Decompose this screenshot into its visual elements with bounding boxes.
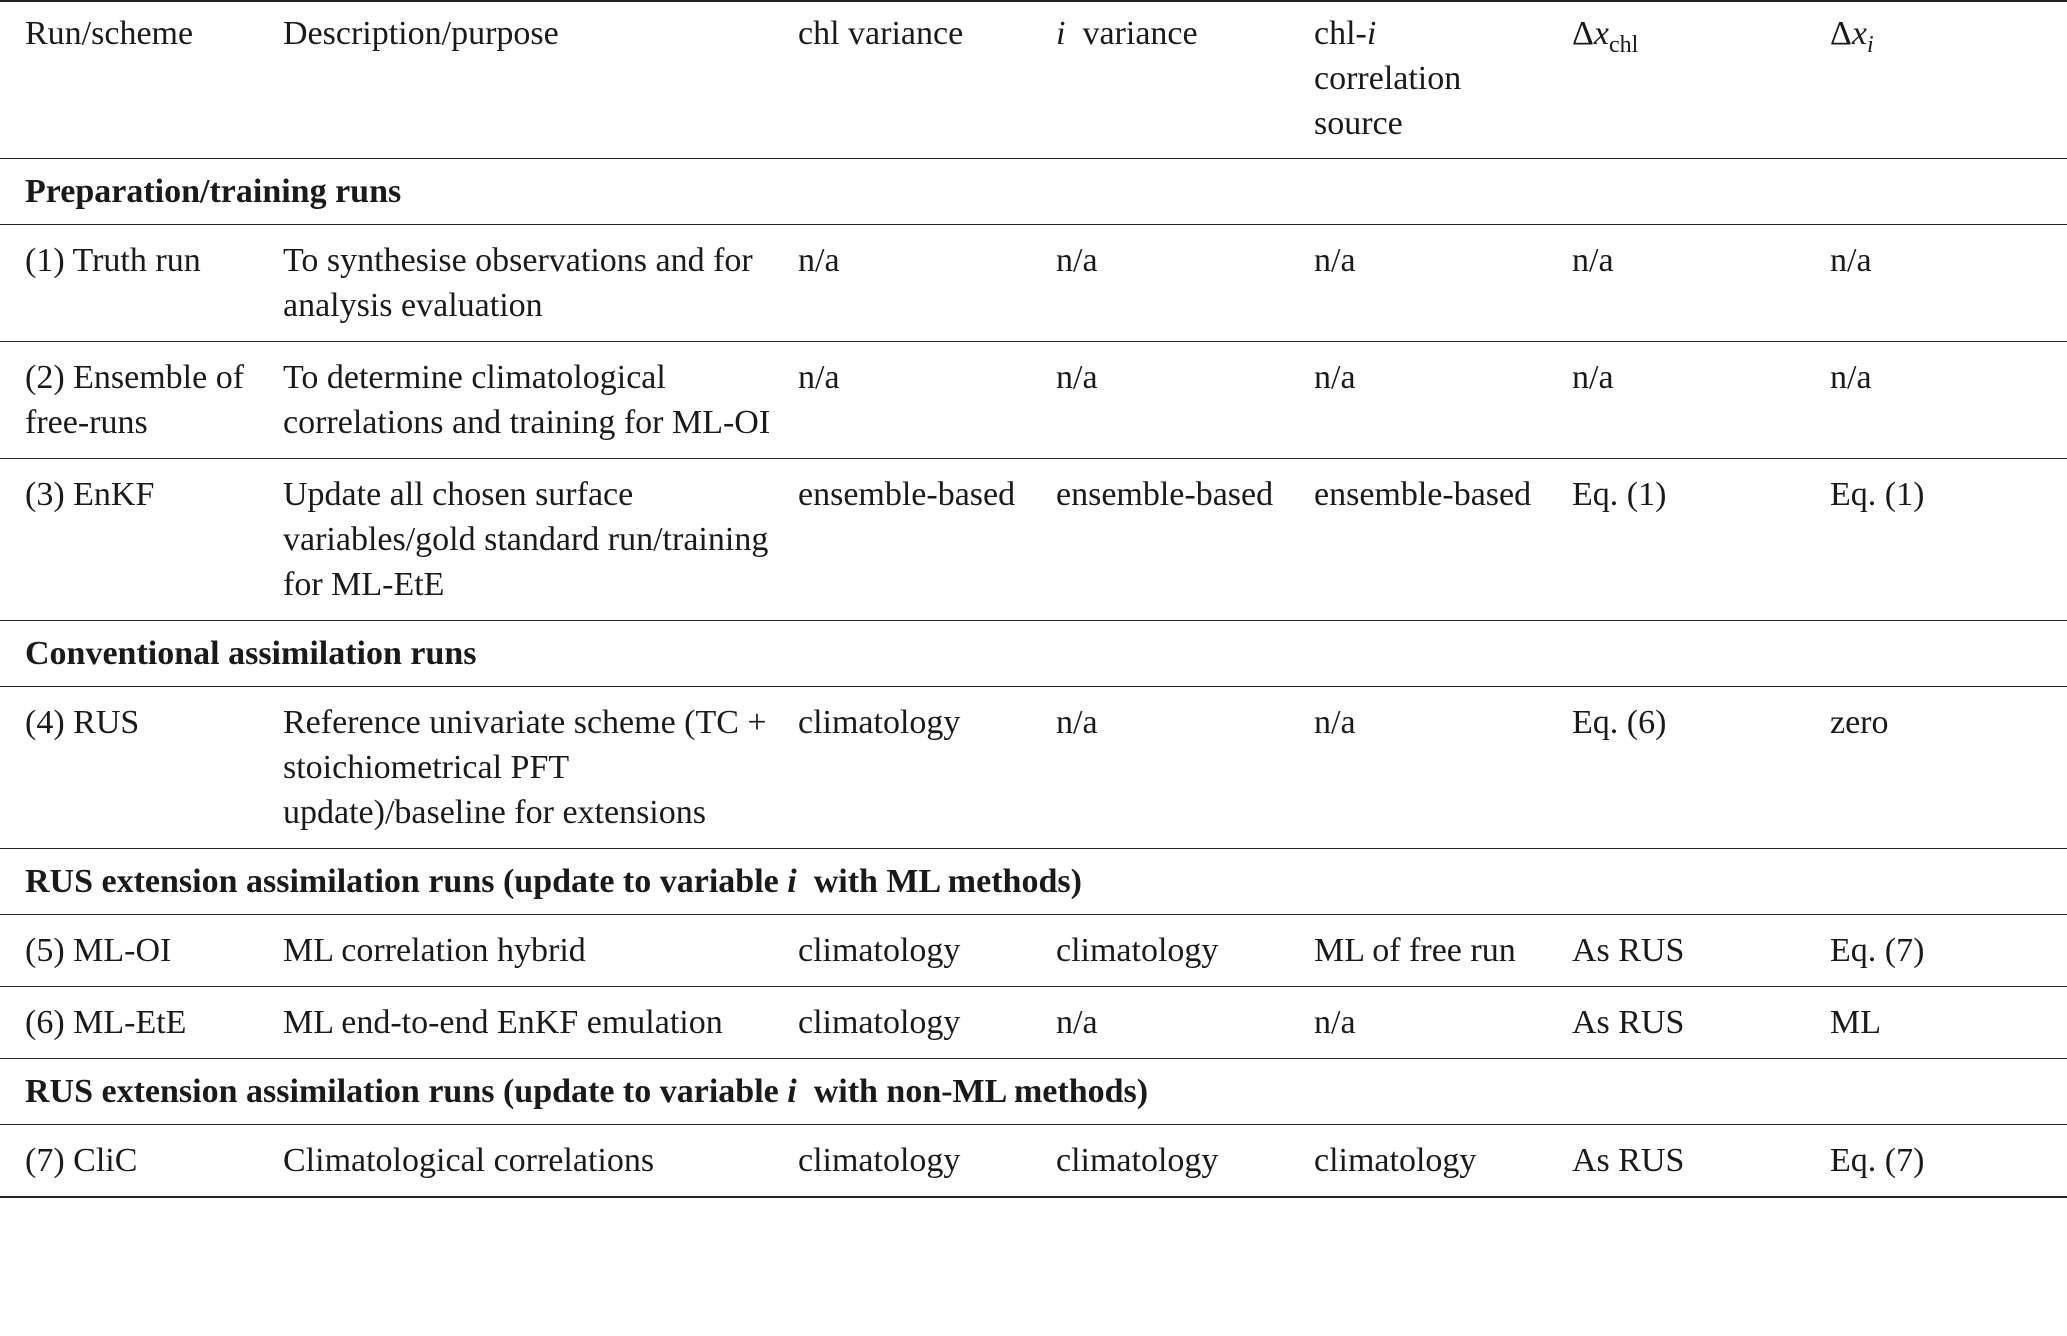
- cell-chl-variance: climatology: [798, 687, 1056, 849]
- table-row: [0, 459, 2067, 621]
- section-title: Conventional assimilation runs: [0, 621, 2067, 687]
- cell-chl-variance: n/a: [798, 342, 1056, 459]
- cell-delta-x-chl: As RUS: [1572, 915, 1830, 987]
- cell-chl-variance: climatology: [798, 1125, 1056, 1198]
- cell-i-variance: n/a: [1056, 342, 1314, 459]
- cell-i-variance: n/a: [1056, 225, 1314, 342]
- cell-run: (6) ML-EtE: [0, 987, 283, 1059]
- cell-description: To determine climatological correlations and training for ML-OI: [283, 342, 798, 459]
- section-title: RUS extension assimilation runs (update to variable i with ML methods): [0, 849, 2067, 915]
- cell-description: ML end-to-end EnKF emulation: [283, 987, 798, 1059]
- cell-delta-x-chl: As RUS: [1572, 1125, 1830, 1198]
- header-delta-x-i: $\Delta x_i$: [1830, 1, 2067, 159]
- cell-chl-variance: climatology: [798, 987, 1056, 1059]
- cell-i-variance: n/a: [1056, 687, 1314, 849]
- table-row: [0, 687, 2067, 849]
- cell-delta-x-i: ML: [1830, 987, 2067, 1059]
- cell-i-variance: n/a: [1056, 987, 1314, 1059]
- cell-chl-variance: n/a: [798, 225, 1056, 342]
- cell-correlation-source: ML of free run: [1314, 915, 1572, 987]
- cell-run: (2) Ensemble of free-runs: [0, 342, 283, 459]
- cell-description: Reference univariate scheme (TC + stoichiometrical PFT update)/baseline for extensions: [283, 687, 798, 849]
- table-row: [0, 342, 2067, 459]
- cell-correlation-source: n/a: [1314, 225, 1572, 342]
- table-row: [0, 915, 2067, 987]
- cell-correlation-source: climatology: [1314, 1125, 1572, 1198]
- cell-correlation-source: n/a: [1314, 342, 1572, 459]
- cell-description: Update all chosen surface variables/gold standard run/training for ML-EtE: [283, 459, 798, 621]
- cell-delta-x-i: Eq. (1): [1830, 459, 2067, 621]
- cell-delta-x-chl: Eq. (1): [1572, 459, 1830, 621]
- cell-delta-x-i: Eq. (7): [1830, 1125, 2067, 1198]
- cell-correlation-source: n/a: [1314, 987, 1572, 1059]
- cell-run: (4) RUS: [0, 687, 283, 849]
- table-row: [0, 1125, 2067, 1198]
- cell-description: ML correlation hybrid: [283, 915, 798, 987]
- cell-i-variance: climatology: [1056, 1125, 1314, 1198]
- cell-run: (7) CliC: [0, 1125, 283, 1198]
- cell-delta-x-chl: Eq. (6): [1572, 687, 1830, 849]
- cell-run: (5) ML-OI: [0, 915, 283, 987]
- cell-chl-variance: climatology: [798, 915, 1056, 987]
- header-run: Run/scheme: [0, 1, 283, 159]
- header-description: Description/purpose: [283, 1, 798, 159]
- cell-delta-x-i: Eq. (7): [1830, 915, 2067, 987]
- section-header-preparation: [0, 159, 2067, 225]
- cell-description: Climatological correlations: [283, 1125, 798, 1198]
- cell-delta-x-i: zero: [1830, 687, 2067, 849]
- section-title: Preparation/training runs: [0, 159, 2067, 225]
- table-row: [0, 225, 2067, 342]
- header-chl-variance: chl variance: [798, 1, 1056, 159]
- header-delta-x-chl: $\Delta x_{chl}$: [1572, 1, 1830, 159]
- header-i-variance: i variance: [1056, 1, 1314, 159]
- cell-description: To synthesise observations and for analysis evaluation: [283, 225, 798, 342]
- cell-i-variance: climatology: [1056, 915, 1314, 987]
- section-header-rus-non-ml: [0, 1059, 2067, 1125]
- cell-run: (3) EnKF: [0, 459, 283, 621]
- table-header-row: [0, 1, 2067, 159]
- cell-delta-x-i: n/a: [1830, 225, 2067, 342]
- section-header-rus-ml: [0, 849, 2067, 915]
- cell-run: (1) Truth run: [0, 225, 283, 342]
- cell-correlation-source: ensemble-based: [1314, 459, 1572, 621]
- cell-delta-x-chl: As RUS: [1572, 987, 1830, 1059]
- cell-delta-x-i: n/a: [1830, 342, 2067, 459]
- section-header-conventional: [0, 621, 2067, 687]
- section-title: RUS extension assimilation runs (update to variable i with non-ML methods): [0, 1059, 2067, 1125]
- header-correlation-source: chl-i correlation source: [1314, 1, 1572, 159]
- table-row: [0, 987, 2067, 1059]
- cell-delta-x-chl: n/a: [1572, 225, 1830, 342]
- cell-delta-x-chl: n/a: [1572, 342, 1830, 459]
- cell-chl-variance: ensemble-based: [798, 459, 1056, 621]
- cell-i-variance: ensemble-based: [1056, 459, 1314, 621]
- cell-correlation-source: n/a: [1314, 687, 1572, 849]
